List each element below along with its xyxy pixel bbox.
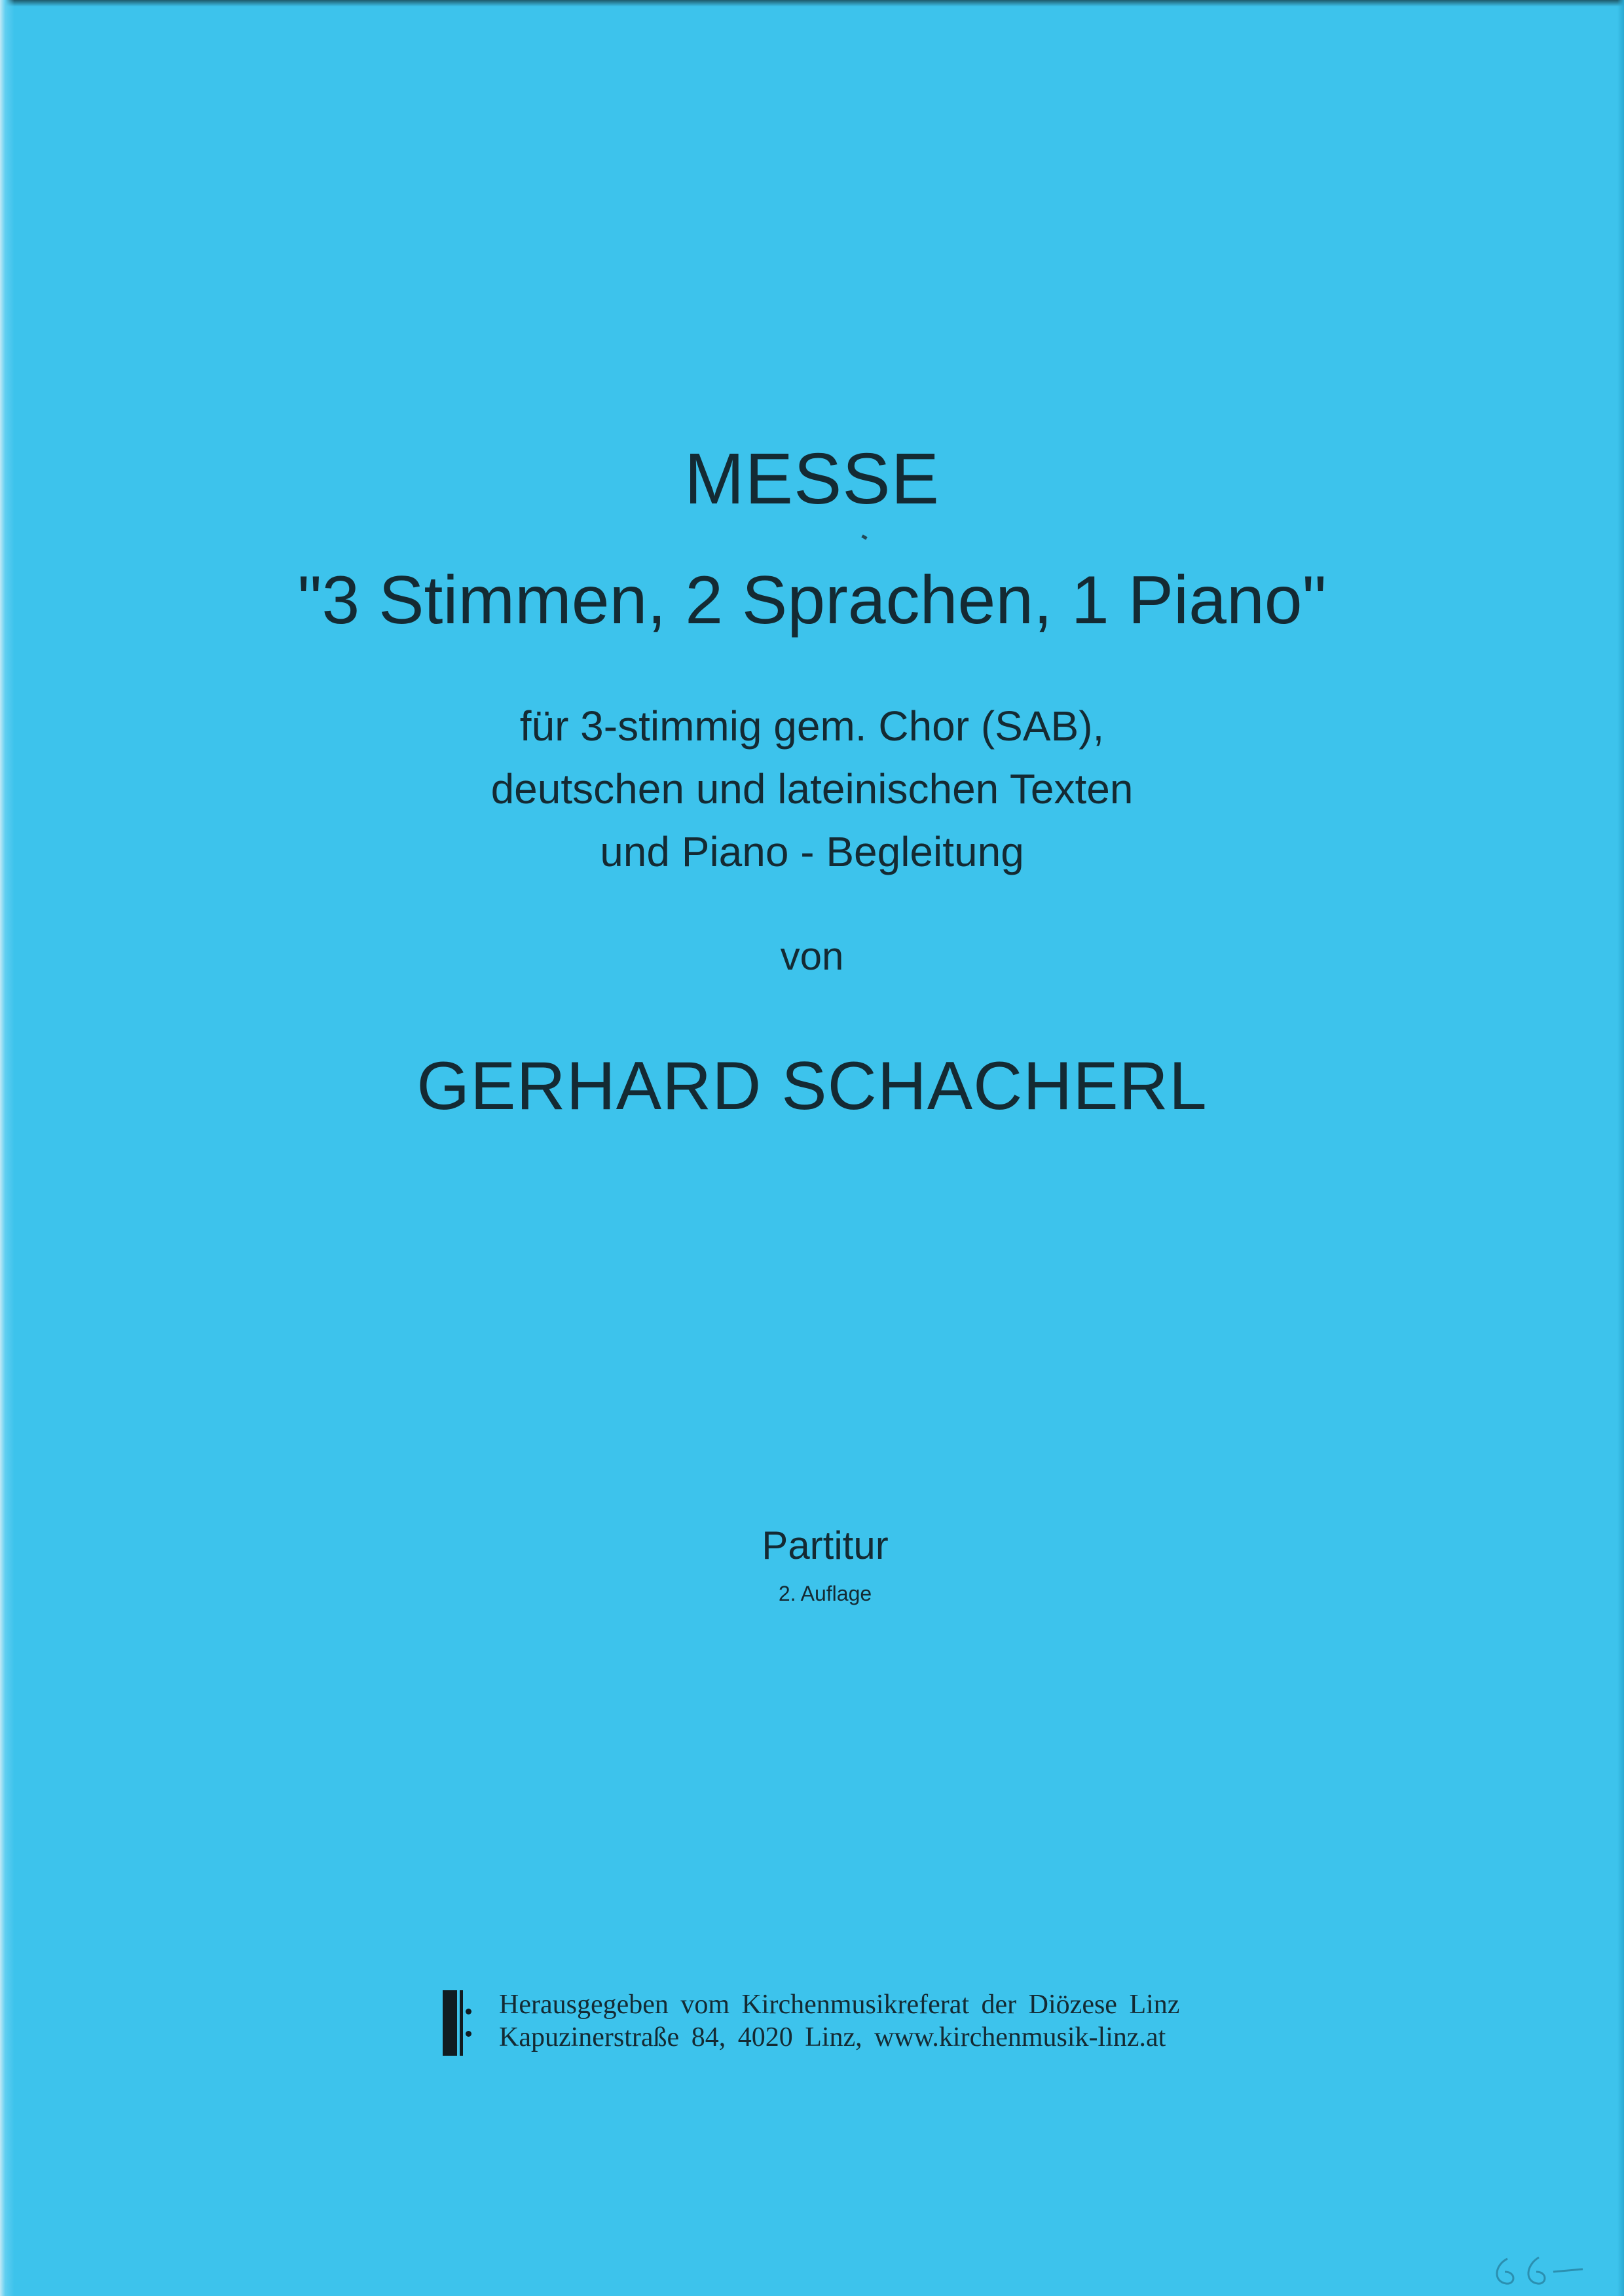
publisher-block — [443, 1990, 1228, 2056]
scan-edge-top — [0, 0, 1624, 7]
description-line-2: deutschen und lateinischen Texten — [490, 765, 1134, 812]
handwritten-mark — [1488, 2252, 1586, 2291]
mass-subtitle: "3 Stimmen, 2 Sprachen, 1 Piano" — [297, 562, 1327, 638]
composer-name: GERHARD SCHACHERL — [416, 1048, 1208, 1124]
description-line-3: und Piano - Begleitung — [600, 828, 1024, 875]
scan-edge-right — [1617, 0, 1624, 2296]
publisher-line-2: Kapuzinerstraße 84, 4020 Linz, www.kirchenmusik-linz.at — [499, 2022, 1166, 2052]
publisher-line-1: Herausgegeben vom Kirchenmusikreferat der Diözese Linz — [499, 1990, 1180, 2020]
publisher-logo-icon — [443, 1990, 471, 2056]
mass-title: MESSE — [684, 439, 940, 519]
by-label: von — [780, 934, 844, 978]
description-line-1: für 3-stimmig gem. Chor (SAB), — [519, 702, 1105, 750]
scan-speck — [861, 534, 867, 539]
score-type: Partitur — [762, 1523, 889, 1567]
edition-label: 2. Auflage — [778, 1582, 872, 1605]
scan-edge-left — [0, 0, 14, 2296]
